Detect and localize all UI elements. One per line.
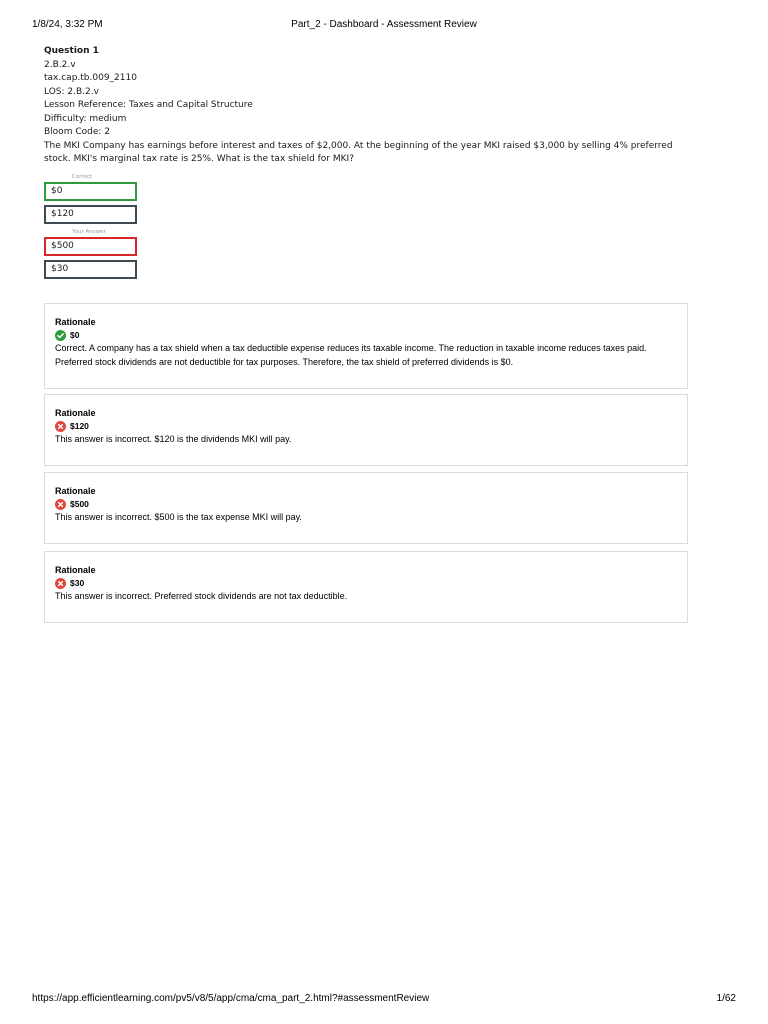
print-header <box>32 19 736 33</box>
rationale-status-row <box>55 419 677 433</box>
question-los: LOS: 2.B.2.v <box>44 86 99 97</box>
difficulty: Difficulty: medium <box>44 113 127 124</box>
lesson-reference: Lesson Reference: Taxes and Capital Structure <box>44 100 253 110</box>
rationale-status-row <box>55 328 677 342</box>
rationale-answer-label: $500 <box>70 499 89 509</box>
rationale-answer-label: $30 <box>70 578 85 588</box>
answer-option[interactable]: $120 <box>44 205 137 224</box>
answer-option-selected[interactable]: $500 <box>44 237 137 256</box>
rationale-status-row <box>55 576 677 590</box>
answer-option[interactable]: $30 <box>44 260 137 279</box>
page-url[interactable]: https://app.efficientlearning.com/pv5/v8/5/app/cma/cma_part_2.html?#assessmentReview <box>32 993 430 1004</box>
rationale-title: Rationale <box>55 565 96 575</box>
question-title: Question 1 <box>44 46 99 56</box>
bloom-code: Bloom Code: 2 <box>44 127 110 137</box>
your-answer-tag: Your Answer <box>72 228 106 235</box>
question-code: 2.B.2.v <box>44 59 76 70</box>
rationale-title: Rationale <box>55 317 96 327</box>
rationale-status-row <box>55 497 677 511</box>
rationale-text: This answer is incorrect. Preferred stock dividends are not tax deductible. <box>55 591 348 601</box>
rationale-text: This answer is incorrect. $120 is the dividends MKI will pay. <box>55 434 292 444</box>
rationale-answer-label: $0 <box>70 330 80 340</box>
check-circle-icon <box>55 330 66 341</box>
rationale-title: Rationale <box>55 486 96 496</box>
question-id: tax.cap.tb.009_2110 <box>44 73 137 83</box>
rationale-card <box>44 551 688 623</box>
x-circle-icon <box>55 499 66 510</box>
answer-option-correct[interactable]: $0 <box>44 182 137 201</box>
rationale-answer-label: $120 <box>70 421 89 431</box>
rationale-text: Correct. A company has a tax shield when a tax deductible expense reduces its taxable income. The reduction in taxable income reduces taxes paid. Preferred stock dividends are not deductible for tax purposes. Therefore, the tax shield of preferred dividends is $0. <box>55 343 647 367</box>
question-content <box>44 45 694 283</box>
x-circle-icon <box>55 578 66 589</box>
print-datetime: 1/8/24, 3:32 PM <box>32 19 103 30</box>
x-circle-icon <box>55 421 66 432</box>
page-number: 1/62 <box>716 993 736 1004</box>
rationale-card <box>44 394 688 466</box>
print-page-title: Part_2 - Dashboard - Assessment Review <box>291 19 477 30</box>
rationale-card <box>44 472 688 544</box>
correct-tag: Correct <box>72 173 93 180</box>
answer-list <box>44 173 694 279</box>
question-text: The MKI Company has earnings before interest and taxes of $2,000. At the beginning of the year MKI raised $3,000 by selling 4% preferred stock. MKI's marginal tax rate is 25%. What is the tax shield for MKI? <box>44 140 673 164</box>
rationale-text: This answer is incorrect. $500 is the tax expense MKI will pay. <box>55 512 302 522</box>
rationale-title: Rationale <box>55 408 96 418</box>
rationale-card <box>44 303 688 389</box>
print-footer <box>32 993 736 1007</box>
